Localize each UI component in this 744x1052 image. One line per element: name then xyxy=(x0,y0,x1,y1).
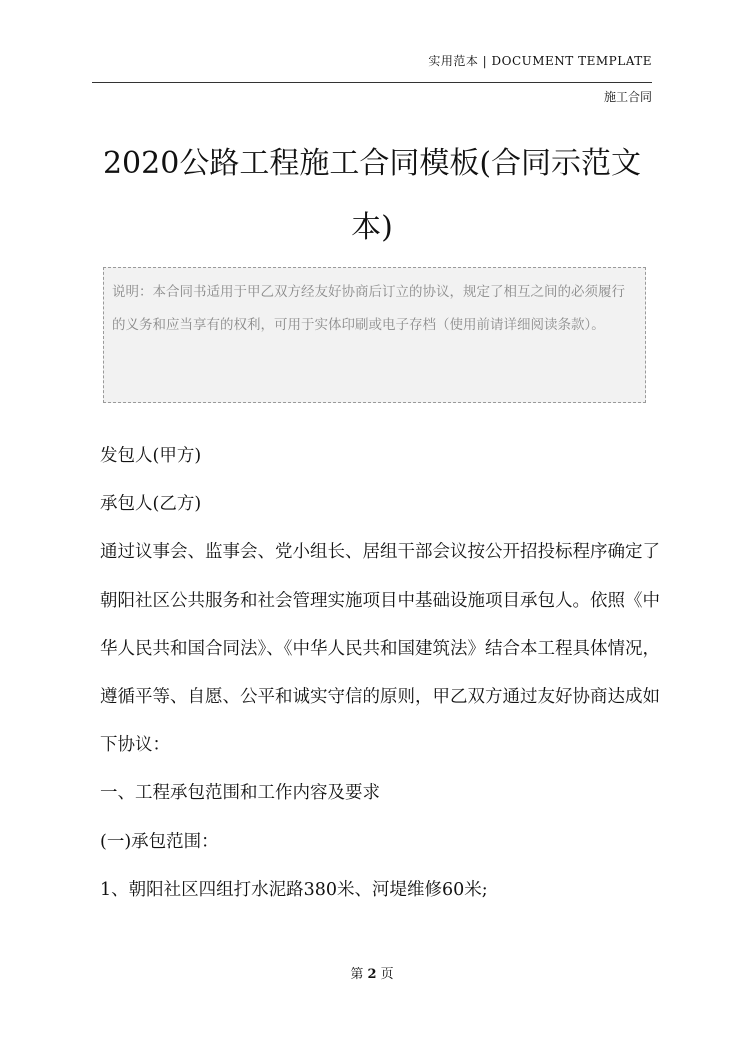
header-brand: 实用范本 | DOCUMENT TEMPLATE xyxy=(428,54,652,68)
header-divider xyxy=(92,82,652,83)
subsection-heading: (一)承包范围： xyxy=(100,831,219,852)
list-item: 1、朝阳社区四组打水泥路380米、河堤维修60米; xyxy=(100,879,488,900)
header-category: 施工合同 xyxy=(603,90,652,104)
page-footer xyxy=(0,963,744,982)
footer-prefix: 第 xyxy=(350,967,364,982)
description-box: 说明：本合同书适用于甲乙双方经友好协商后订立的协议，规定了相互之间的必须履行的义务和应当享有的权利，可用于实体印刷或电子存档（使用前请详细阅读条款）。 xyxy=(103,267,646,403)
paragraph-contractor: 承包人(乙方) xyxy=(100,494,202,515)
footer-suffix: 页 xyxy=(380,967,394,982)
document-body xyxy=(100,432,660,914)
document-title: 2020公路工程施工合同模板(合同示范文本) xyxy=(102,146,642,245)
section-heading: 一、工程承包范围和工作内容及要求 xyxy=(100,783,380,804)
paragraph-employer: 发包人(甲方) xyxy=(100,446,202,466)
page-number: 2 xyxy=(367,967,377,982)
paragraph-preamble: 通过议事会、监事会、党小组长、居组干部会议按公开招投标程序确定了朝阳社区公共服务和社会管理实施项目中基础设施项目承包人。依照《中华人民共和国合同法》、《中华人民共和国建筑法》结合本工程具体情况，遵循平等、自愿、公平和诚实守信的原则，甲乙双方通过友好协商达成如下协议： xyxy=(100,542,660,756)
